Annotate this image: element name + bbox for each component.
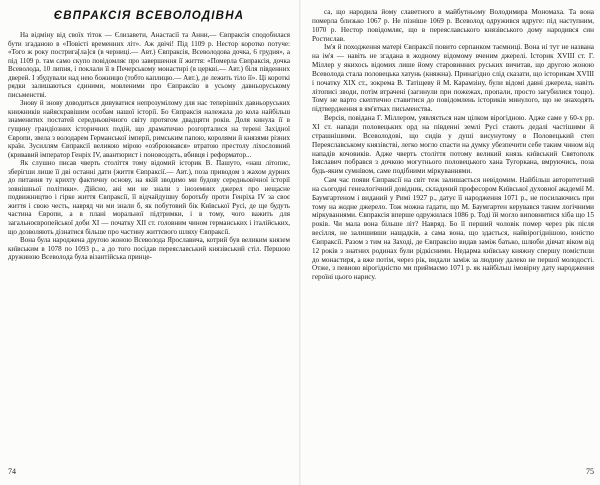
left-page (8, 8, 290, 478)
paragraph: Сам час появи Євпраксії на світ теж залишається невідомим. Найбільш авторитетний на сьогодні генеалогічний довідник, складений професором Київської духовної академії М. Баумгартеном і виданий у Римі 1927 р., датує її народження 1071 р., не посилаючись при тому на жодне джерело. Тож можна гадати, що М. Баумгартен керувався таким логічними міркуваннями. Євпраксія вперше одружилася 1086 р. Тоді їй могло виповнитися хіба що 15 років. Чи мала вона більше літ? Навряд. Бо її перший чоловік помер через рік після весілля, не залишивши нащадків, а сама вона, що здається, найвірогіднішою, юністю Євпраксії. Разом з тим на Заході, де Євпраксію видав заміж батько, шлюби дівчат віком від 12 років з знатних родинах були рідкісними. Недарма київську княжну спершу помістили до монастиря, а вже потім, через рік, видали заміж за людину далеко не першої молодості. Отже, з певною вірогідністю ми приймаємо 1071 р. як найбільш імовірну дату народження героїні цього нарису. (312, 176, 594, 282)
page-number-right: 75 (586, 467, 594, 476)
right-page-text (312, 8, 594, 282)
right-page (312, 8, 594, 478)
paragraph: Вона була народжена другою жоною Всеволода Ярославича, котрий був великим князем київським в 1078 по 1093 р., а до того посідав переяславський князівський стіл. Першою дружиною Всеволода була візантійська принце- (8, 236, 290, 262)
book-gutter (299, 0, 301, 485)
paragraph: Ім'я й походження матері Євпраксії повито серпанком таємниці. Вона ні тут не названа на ім'я — навіть не згадана в жодному відомому вченим джерелі. Історик XVIII ст. Г. Міллер у якихось відомих лише йому старовинних руських вичитав, що другою жоною Всеволода стала половецька хатунь (княжна). Принагідно слід сказати, що історикам XVIII і початку XIX ст., зокрема В. Татіщеву й М. Карамзіну, були відомі давні джерела, навіть літописі зводи, потім втрачені (загинули при пожежах, пропали, просто загубилися тощо). Тому не варто скептично ставитися до повідомлень істориків минулого, що не знаходять підтвердження в ям'ятках письменства. (312, 43, 594, 114)
paragraph: На відміну від своїх тіток — Єлизавети, Анастасії та Анни,— Євпраксія сподобилася бути згаданою в «Повісті временних літ». Аж двічі! Під 1109 р. Нестор коротко потуче: «Того ж року пострига[ла]ся (в черниці.— Авт.) Євпраксія, Всеволодова дочка, 6 грудня», а під 1109 р. там само скупо повідомляє про завершення її життя: «Померла Євпраксія, дочка Всеволода, 10 липня, і поклали її в Печерському монастирі (в церкві.— Авт.) біля південних дверей. І збудували над нею божницю (тобто каплицю.— Авт.), де лежить тіло її». Ці короткі рядки залишаються єдиними, мовленими про Євпраксію в усьому давньоруському письменстві. (8, 31, 290, 99)
paragraph: Як слушно писав чверть століття тому відомий історик В. Пашуто, «наш літопис, зберігши лише її дві останні дати (життя Євпраксії.— Авт.), поза приводом з жахом дурних до питання ту крихту фактичну основу, на якій зводимо ми будову середньовічної історії зовнішньої політики». Дійсно, ані ми не знали з іноземних джерел про нещасне подвижництво і гірке життя Євпраксії, її відчайдушну боротьбу проти Генріха IV за своє життя і свою честь, навряд чи ми знали б, як побутовий бік Київської Русі, де ще будуть частина Європи, а в плані моральної підтримки, і в тому, чого важить для загальноєвропейської доби XI — початку XII ст. головним чином германських і італійських, що дозволяють дізнатися більше про частину життєвого шляху Євпраксії. (8, 159, 290, 236)
paragraph: са, що народила йому славетного в майбутньому Володимира Мономаха. Та вона померла близько 1067 р. Не пізніше 1069 р. Всеволод одружився вдруге: під наступним, 1070 р. Нестор повідомляє, що в переяславського князівського дому народився син Ростислав. (312, 8, 594, 43)
chapter-title: ЄВПРАКСІЯ ВСЕВОЛОДІВНА (53, 10, 245, 22)
paragraph: Знову й знову доводиться дивуватися непрозумілому для нас теперішніх давньоруських книжників найяскравішим особам нашої історії. Бо Євпраксія належала до кола найбільш знаменитих постатей середньовічного світу протягом двадцяти років. Доля кинула її в гущину грандіозних історичних подій, що драматично розгорталися на терені Західної Європи, звела з володарем Германської імперії, римським папою, королями й князями різних країн. Зусиллям Євпраксії великою мірою «озброювався» втратою престолу ліхословний (кривавий імператор Генріх IV, авантюрист і поновоздєть, вбивця і реформатор... (8, 99, 290, 159)
paragraph: Версія, повідана Г. Міллером, уявляється нам цілком вірогідною. Адже саме у 60-х рр. XI ст. напади половецьких орд на південні землі Русі стають дедалі частішими й страшнішими. Всеволодові, що сидів у душі висунутому в Половецький степ Переяславському князівстві, легко могло спасти на думку убезпечити себе таким чином від нападів кочовиків. Адже чверть століття потому великий князь київський Святополк Ізяславич побрався з дочкою могутнього половецького хана Тугоркана, вмруючись, поза будь-яким сумнівом, саме подібними міркуваннями. (312, 114, 594, 176)
page-number-left: 74 (8, 467, 16, 476)
left-page-text (8, 31, 290, 262)
